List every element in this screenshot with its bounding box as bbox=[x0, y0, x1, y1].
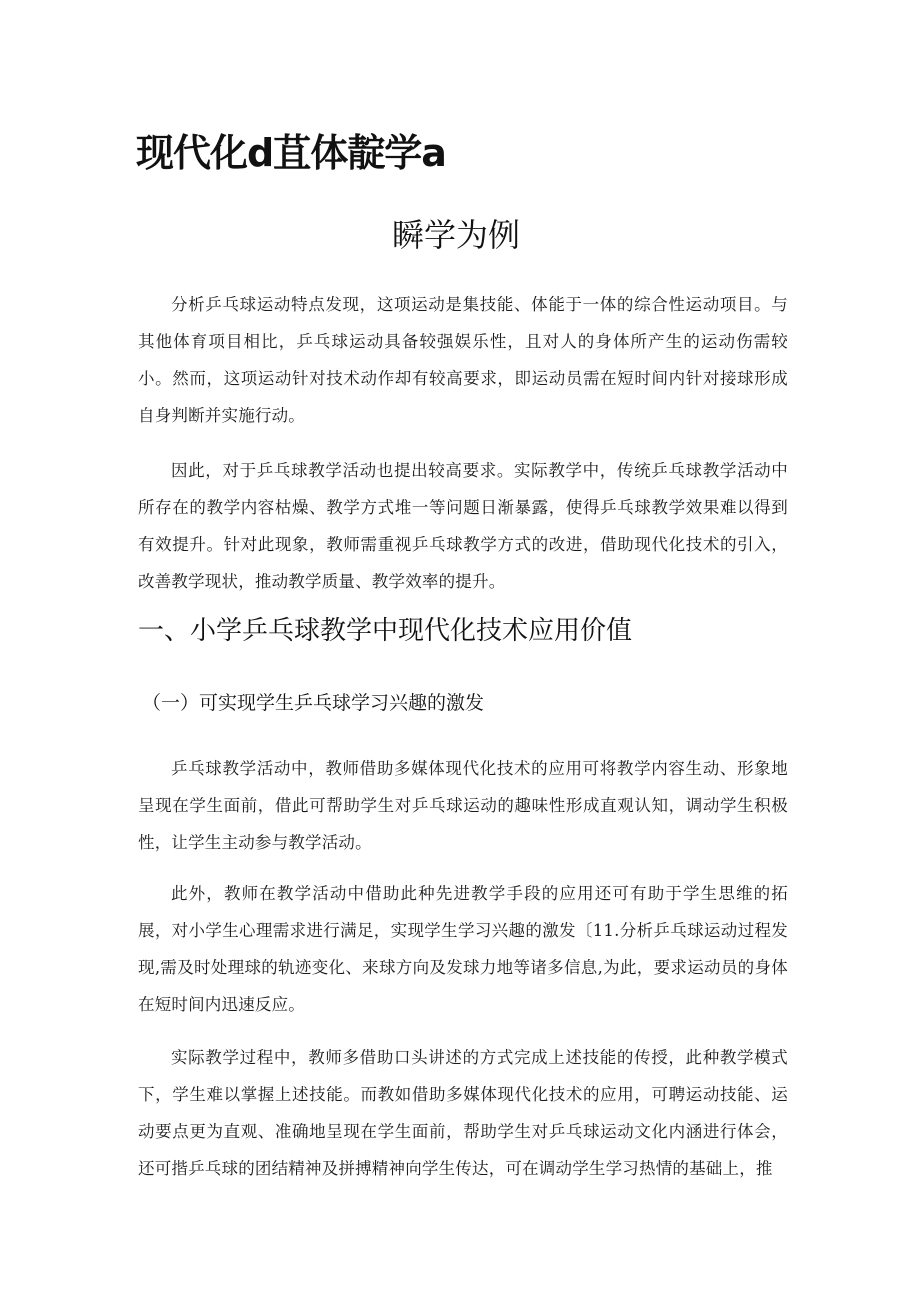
body-paragraph-1: 乒乓球教学活动中，教师借助多媒体现代化技术的应用可将教学内容生动、形象地呈现在学生面前，借此可帮助学生对乒乓球运动的趣味性形成直观认知，调动学生积极性，让学生主动参与教学活动。 bbox=[138, 759, 788, 852]
document-title: 现代化d苴体靛学a bbox=[136, 131, 446, 175]
section-heading: 一、小学乒乓球教学中现代化技术应用价值 bbox=[138, 616, 633, 646]
body-paragraph-2: 此外，教师在教学活动中借助此种先进教学手段的应用还可有助于学生思维的拓展，对小学生心理需求进行满足，实现学生学习兴趣的激发〔11.分析乒乓球运动过程发现,需及时处理球的轨迹变化、来球方向及发球力地等诸多信息,为此，要求运动员的身体在短时间内迅速反应。 bbox=[138, 884, 788, 1014]
intro-paragraph-2: 因此，对于乒乓球教学活动也提出较高要求。实际教学中，传统乒乓球教学活动中所存在的教学内容枯燥、教学方式堆一等问题日渐暴露，使得乒乓球教学效果难以得到有效提升。针对此现象，教师需重视乒乓球教学方式的改进，借助现代化技术的引入，改善教学现状，推动教学质量、教学效率的提升。 bbox=[138, 461, 788, 591]
subsection-heading: （一）可实现学生乒乓球学习兴趣的激发 bbox=[142, 692, 485, 714]
body-paragraph-3: 实际教学过程中，教师多借助口头讲述的方式完成上述技能的传授，此种教学模式下，学生难以掌握上述技能。而教如借助多媒体现代化技术的应用，可聘运动技能、运动要点更为直观、准确地呈现在学生面前，帮助学生对乒乓球运动文化内涵进行体会，还可揩乒乓球的团结精神及拼搏精神向学生传达，可在调动学生学习热情的基础上，推 bbox=[138, 1048, 788, 1178]
document-subtitle: 瞬学为例 bbox=[392, 216, 521, 254]
intro-paragraph-1: 分析乒乓球运动特点发现，这项运动是集技能、体能于一体的综合性运动项目。与其他体育项目相比，乒乓球运动具备较强娱乐性，且对人的身体所产生的运动伤需较小。然而，这项运动针对技术动作却有较高要求，即运动员需在短时间内针对接球形成自身判断并实施行动。 bbox=[138, 295, 788, 425]
